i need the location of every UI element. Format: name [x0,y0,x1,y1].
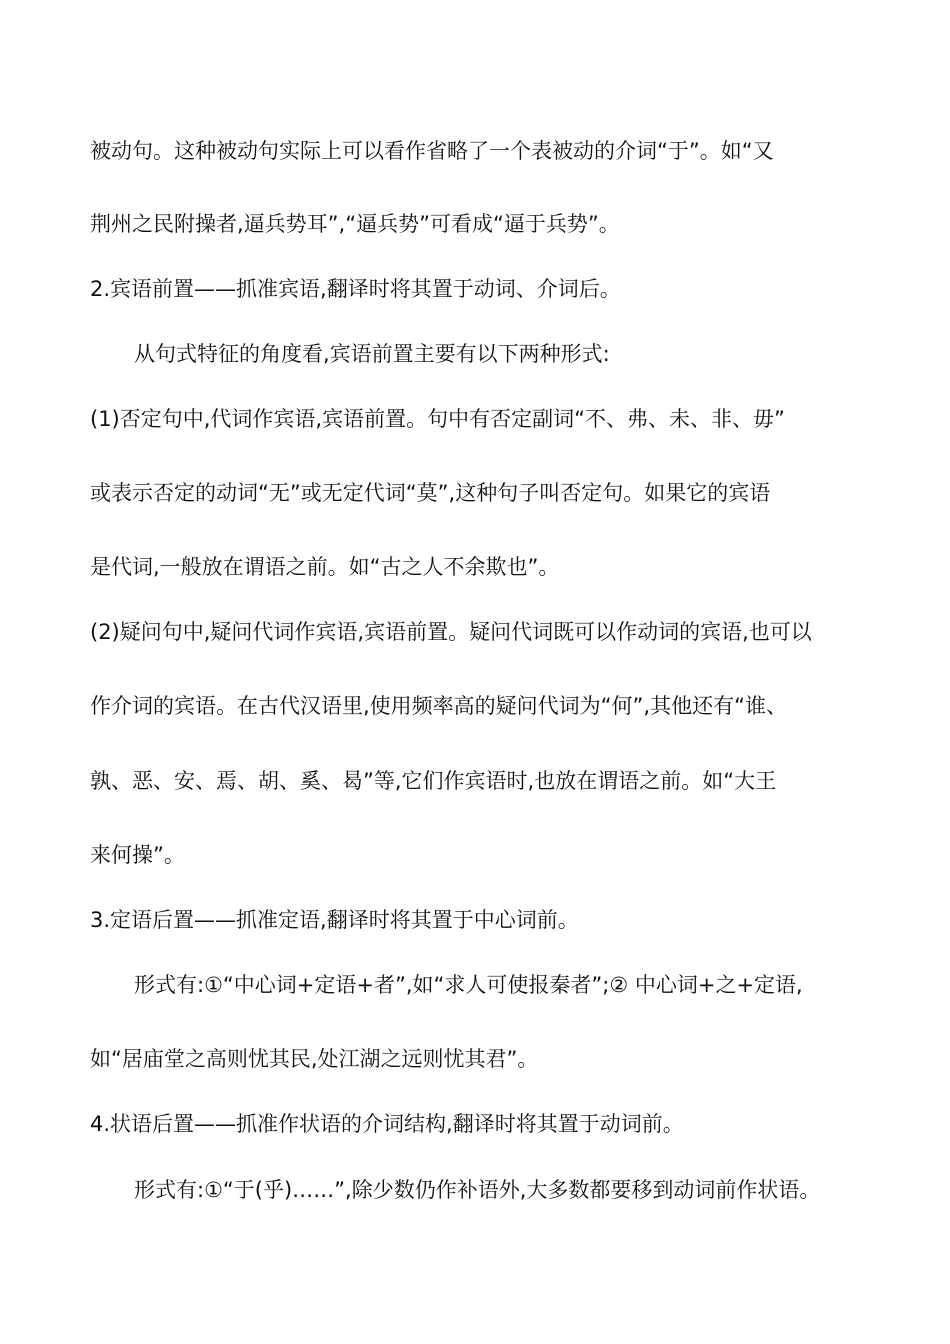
text-line: 被动句。这种被动句实际上可以看作省略了一个表被动的介词“于”。如“又 [90,139,774,163]
text-line: 从句式特征的角度看,宾语前置主要有以下两种形式: [134,342,610,366]
text-line: 如“居庙堂之高则忧其民,处江湖之远则忧其君”。 [90,1047,539,1071]
text-line: 或表示否定的动词“无”或无定代词“莫”,这种句子叫否定句。如果它的宾语 [90,481,771,505]
section-heading: 4.状语后置——抓准作状语的介词结构,翻译时将其置于动词前。 [90,1112,684,1136]
text-line: 来何操”。 [90,843,185,867]
text-line: (2)疑问句中,疑问代词作宾语,宾语前置。疑问代词既可以作动词的宾语,也可以 [90,620,812,644]
text-line: 荆州之民附操者,逼兵势耳”,“逼兵势”可看成“逼于兵势”。 [90,212,620,236]
text-line: (1)否定句中,代词作宾语,宾语前置。句中有否定副词“不、弗、未、非、毋” [90,407,785,431]
text-line: 孰、恶、安、焉、胡、奚、曷”等,它们作宾语时,也放在谓语之前。如“大王 [90,769,777,793]
section-heading: 3.定语后置——抓准定语,翻译时将其置于中心词前。 [90,908,579,932]
section-heading: 2.宾语前置——抓准宾语,翻译时将其置于动词、介词后。 [90,277,621,301]
text-line: 形式有:①“于(乎)……”,除少数仍作补语外,大多数都要移到动词前作状语。 [134,1178,821,1202]
text-line: 是代词,一般放在谓语之前。如“古之人不余欺也”。 [90,555,560,579]
text-line: 形式有:①“中心词+定语+者”,如“求人可使报秦者”;② 中心词+之+定语, [134,973,803,997]
text-line: 作介词的宾语。在古代汉语里,使用频率高的疑问代词为“何”,其他还有“谁、 [90,694,787,718]
